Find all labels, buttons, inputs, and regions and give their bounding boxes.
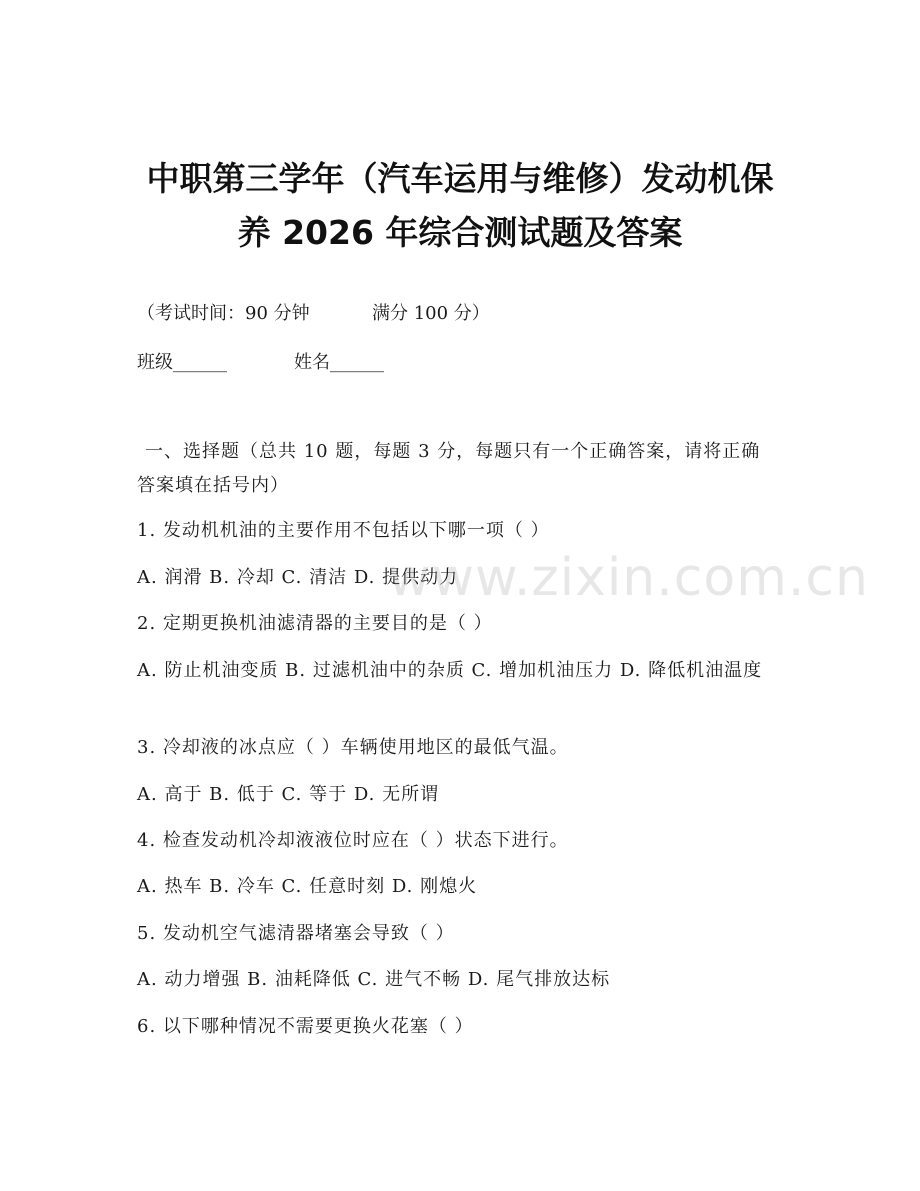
question-3-options: A. 高于 B. 低于 C. 等于 D. 无所谓 (137, 784, 440, 805)
name-field: 姓名______ (294, 352, 384, 373)
question-1-options: A. 润滑 B. 冷却 C. 清洁 D. 提供动力 (137, 567, 459, 588)
title-line-1: 中职第三学年（汽车运用与维修）发动机保 (146, 159, 774, 198)
question-2-options: A. 防止机油变质 B. 过滤机油中的杂质 C. 增加机油压力 D. 降低机油温度 (137, 660, 763, 681)
question-5-options: A. 动力增强 B. 油耗降低 C. 进气不畅 D. 尾气排放达标 (137, 969, 611, 990)
question-3-stem: 3. 冷却液的冰点应（ ）车辆使用地区的最低气温。 (137, 737, 569, 758)
watermark: www.zixin.com.cn (388, 548, 869, 608)
exam-score: 满分 100 分） (372, 303, 490, 324)
question-4-stem: 4. 检查发动机冷却液液位时应在（ ）状态下进行。 (137, 830, 569, 851)
question-1-stem: 1. 发动机机油的主要作用不包括以下哪一项（ ） (137, 520, 550, 541)
exam-time: （考试时间：90 分钟 (137, 303, 310, 324)
question-5-stem: 5. 发动机空气滤清器堵塞会导致（ ） (137, 923, 455, 944)
class-field: 班级______ (137, 352, 227, 373)
question-6-stem: 6. 以下哪种情况不需要更换火花塞（ ） (137, 1016, 474, 1037)
question-4-options: A. 热车 B. 冷车 C. 任意时刻 D. 刚熄火 (137, 876, 478, 897)
section-heading: 一、选择题（总共 10 题，每题 3 分，每题只有一个正确答案，请将正确答案填在括号内） (137, 441, 761, 496)
title-line-2: 养 2026 年综合测试题及答案 (237, 213, 683, 252)
document-title (100, 152, 820, 260)
question-2-stem: 2. 定期更换机油滤清器的主要目的是（ ） (137, 613, 493, 634)
